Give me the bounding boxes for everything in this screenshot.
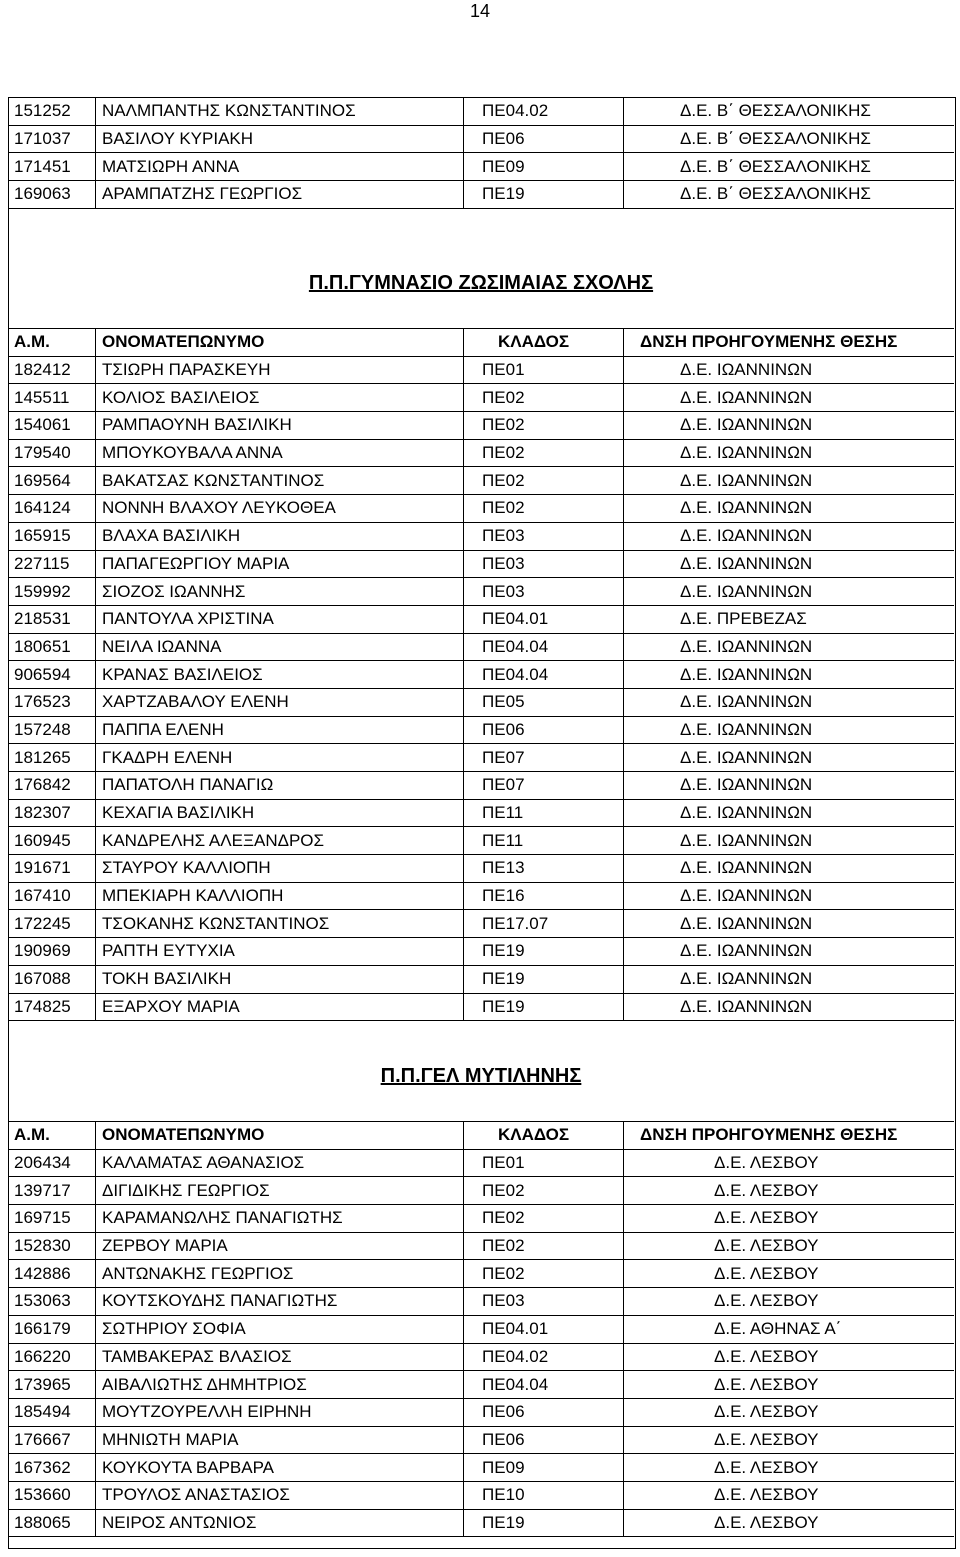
cell-klados: ΠΕ07 xyxy=(464,744,624,771)
table-row xyxy=(8,1510,954,1538)
cell-name: ΠΑΝΤΟΥΛΑ ΧΡΙΣΤΙΝΑ xyxy=(96,606,464,633)
cell-klados: ΠΕ06 xyxy=(464,1399,624,1426)
cell-name: ΒΛΑΧΑ ΒΑΣΙΛΙΚΗ xyxy=(96,523,464,550)
header-klados: ΚΛΑΔΟΣ xyxy=(464,1122,624,1149)
cell-name: ΣΙΟΖΟΣ ΙΩΑΝΝΗΣ xyxy=(96,578,464,605)
cell-name: ΚΑΛΑΜΑΤΑΣ ΑΘΑΝΑΣΙΟΣ xyxy=(96,1150,464,1177)
cell-am: 164124 xyxy=(8,495,96,522)
cell-dnsh: Δ.Ε. ΙΩΑΝΝΙΝΩΝ xyxy=(680,360,813,380)
cell-dnsh: Δ.Ε. ΛΕΣΒΟΥ xyxy=(714,1402,819,1422)
cell-dnsh: Δ.Ε. ΛΕΣΒΟΥ xyxy=(714,1263,819,1283)
header-klados: ΚΛΑΔΟΣ xyxy=(464,329,624,356)
cell-dnsh: Δ.Ε. ΙΩΑΝΝΙΝΩΝ xyxy=(680,664,813,684)
cell-am: 180651 xyxy=(8,634,96,661)
table-row xyxy=(8,1205,954,1233)
cell-name: ΡΑΠΤΗ ΕΥΤΥΧΙΑ xyxy=(96,938,464,965)
cell-dnsh: Δ.Ε. ΛΕΣΒΟΥ xyxy=(714,1512,819,1532)
table-row xyxy=(8,153,954,181)
table-row xyxy=(8,1177,954,1205)
cell-dnsh: Δ.Ε. ΙΩΑΝΝΙΝΩΝ xyxy=(680,581,813,601)
cell-name: ΠΑΠΑΓΕΩΡΓΙΟΥ ΜΑΡΙΑ xyxy=(96,551,464,578)
table-row xyxy=(8,661,954,689)
table-row xyxy=(8,1344,954,1372)
cell-klados: ΠΕ02 xyxy=(464,384,624,411)
cell-dnsh: Δ.Ε. ΙΩΑΝΝΙΝΩΝ xyxy=(680,443,813,463)
cell-klados: ΠΕ02 xyxy=(464,1233,624,1260)
table-row xyxy=(8,523,954,551)
cell-name: ΚΡΑΝΑΣ ΒΑΣΙΛΕΙΟΣ xyxy=(96,661,464,688)
table-row xyxy=(8,634,954,662)
table-header-row xyxy=(8,329,954,357)
table-row xyxy=(8,1260,954,1288)
table-row xyxy=(8,994,954,1022)
cell-dnsh: Δ.Ε. ΙΩΑΝΝΙΝΩΝ xyxy=(680,387,813,407)
cell-name: ΔΙΓΙΔΙΚΗΣ ΓΕΩΡΓΙΟΣ xyxy=(96,1177,464,1204)
cell-klados: ΠΕ01 xyxy=(464,1150,624,1177)
cell-name: ΤΣΟΚΑΝΗΣ ΚΩΝΣΤΑΝΤΙΝΟΣ xyxy=(96,910,464,937)
cell-am: 166179 xyxy=(8,1316,96,1343)
table-row xyxy=(8,717,954,745)
cell-dnsh: Δ.Ε. ΛΕΣΒΟΥ xyxy=(714,1485,819,1505)
section-2-title: Π.Π.ΓΥΜΝΑΣΙΟ ΖΩΣΙΜΑΙΑΣ ΣΧΟΛΗΣ xyxy=(308,272,654,294)
cell-klados: ΠΕ19 xyxy=(464,966,624,993)
cell-name: ΚΟΥΚΟΥΤΑ ΒΑΡΒΑΡΑ xyxy=(96,1454,464,1481)
cell-am: 179540 xyxy=(8,440,96,467)
table-row xyxy=(8,467,954,495)
cell-dnsh: Δ.Ε. ΑΘΗΝΑΣ Α΄ xyxy=(714,1319,842,1339)
cell-dnsh: Δ.Ε. ΙΩΑΝΝΙΝΩΝ xyxy=(680,692,813,712)
table-header-row xyxy=(8,1122,954,1150)
cell-name: ΠΑΠΠΑ ΕΛΕΝΗ xyxy=(96,717,464,744)
cell-klados: ΠΕ04.02 xyxy=(464,1344,624,1371)
table-row xyxy=(8,1399,954,1427)
cell-klados: ΠΕ02 xyxy=(464,1177,624,1204)
table-row xyxy=(8,606,954,634)
cell-klados: ΠΕ19 xyxy=(464,181,624,208)
cell-name: ΝΟΝΝΗ ΒΛΑΧΟΥ ΛΕΥΚΟΘΕΑ xyxy=(96,495,464,522)
cell-klados: ΠΕ03 xyxy=(464,1288,624,1315)
cell-am: 153063 xyxy=(8,1288,96,1315)
header-name: ΟΝΟΜΑΤΕΠΩΝΥΜΟ xyxy=(96,1122,464,1149)
cell-name: ΑΡΑΜΠΑΤΖΗΣ ΓΕΩΡΓΙΟΣ xyxy=(96,181,464,208)
header-am: Α.Μ. xyxy=(8,329,96,356)
table-row xyxy=(8,357,954,385)
cell-am: 906594 xyxy=(8,661,96,688)
cell-am: 153660 xyxy=(8,1482,96,1509)
cell-klados: ΠΕ02 xyxy=(464,495,624,522)
cell-am: 167362 xyxy=(8,1454,96,1481)
table-row xyxy=(8,966,954,994)
cell-klados: ΠΕ04.04 xyxy=(464,661,624,688)
cell-klados: ΠΕ02 xyxy=(464,1260,624,1287)
cell-name: ΒΑΚΑΤΣΑΣ ΚΩΝΣΤΑΝΤΙΝΟΣ xyxy=(96,467,464,494)
table-row xyxy=(8,800,954,828)
cell-am: 157248 xyxy=(8,717,96,744)
table-row xyxy=(8,1316,954,1344)
cell-am: 159992 xyxy=(8,578,96,605)
cell-klados: ΠΕ06 xyxy=(464,717,624,744)
cell-dnsh: Δ.Ε. ΙΩΑΝΝΙΝΩΝ xyxy=(680,803,813,823)
cell-klados: ΠΕ19 xyxy=(464,994,624,1021)
cell-am: 167410 xyxy=(8,883,96,910)
table-row xyxy=(8,1150,954,1178)
cell-am: 169063 xyxy=(8,181,96,208)
cell-klados: ΠΕ19 xyxy=(464,1510,624,1537)
cell-klados: ΠΕ07 xyxy=(464,772,624,799)
cell-name: ΚΑΝΔΡΕΛΗΣ ΑΛΕΞΑΝΔΡΟΣ xyxy=(96,827,464,854)
cell-name: ΖΕΡΒΟΥ ΜΑΡΙΑ xyxy=(96,1233,464,1260)
cell-name: ΤΡΟΥΛΟΣ ΑΝΑΣΤΑΣΙΟΣ xyxy=(96,1482,464,1509)
cell-dnsh: Δ.Ε. Β΄ ΘΕΣΣΑΛΟΝΙΚΗΣ xyxy=(680,156,871,176)
cell-am: 171037 xyxy=(8,126,96,153)
cell-dnsh: Δ.Ε. Β΄ ΘΕΣΣΑΛΟΝΙΚΗΣ xyxy=(680,184,871,204)
cell-dnsh: Δ.Ε. ΠΡΕΒΕΖΑΣ xyxy=(680,609,807,629)
cell-dnsh: Δ.Ε. ΙΩΑΝΝΙΝΩΝ xyxy=(680,775,813,795)
cell-dnsh: Δ.Ε. ΙΩΑΝΝΙΝΩΝ xyxy=(680,636,813,656)
cell-klados: ΠΕ03 xyxy=(464,523,624,550)
cell-dnsh: Δ.Ε. ΙΩΑΝΝΙΝΩΝ xyxy=(680,470,813,490)
table-row xyxy=(8,744,954,772)
cell-klados: ΠΕ06 xyxy=(464,126,624,153)
table-row xyxy=(8,1454,954,1482)
cell-name: ΜΗΝΙΩΤΗ ΜΑΡΙΑ xyxy=(96,1427,464,1454)
cell-dnsh: Δ.Ε. Β΄ ΘΕΣΣΑΛΟΝΙΚΗΣ xyxy=(680,129,871,149)
cell-name: ΒΑΣΙΛΟΥ ΚΥΡΙΑΚΗ xyxy=(96,126,464,153)
cell-name: ΚΑΡΑΜΑΝΩΛΗΣ ΠΑΝΑΓΙΩΤΗΣ xyxy=(96,1205,464,1232)
cell-am: 182412 xyxy=(8,357,96,384)
cell-klados: ΠΕ04.01 xyxy=(464,606,624,633)
cell-am: 166220 xyxy=(8,1344,96,1371)
cell-am: 165915 xyxy=(8,523,96,550)
cell-klados: ΠΕ04.04 xyxy=(464,1371,624,1398)
cell-klados: ΠΕ02 xyxy=(464,467,624,494)
cell-klados: ΠΕ19 xyxy=(464,938,624,965)
cell-dnsh: Δ.Ε. ΙΩΑΝΝΙΝΩΝ xyxy=(680,498,813,518)
table-row xyxy=(8,910,954,938)
cell-klados: ΠΕ02 xyxy=(464,1205,624,1232)
cell-dnsh: Δ.Ε. ΙΩΑΝΝΙΝΩΝ xyxy=(680,526,813,546)
page-number: 14 xyxy=(469,1,491,21)
cell-name: ΑΝΤΩΝΑΚΗΣ ΓΕΩΡΓΙΟΣ xyxy=(96,1260,464,1287)
cell-klados: ΠΕ04.01 xyxy=(464,1316,624,1343)
cell-klados: ΠΕ02 xyxy=(464,412,624,439)
cell-am: 191671 xyxy=(8,855,96,882)
cell-name: ΝΕΙΛΑ ΙΩΑΝΝΑ xyxy=(96,634,464,661)
cell-dnsh: Δ.Ε. ΙΩΑΝΝΙΝΩΝ xyxy=(680,830,813,850)
table-row xyxy=(8,98,954,126)
cell-am: 218531 xyxy=(8,606,96,633)
cell-am: 169715 xyxy=(8,1205,96,1232)
cell-dnsh: Δ.Ε. ΛΕΣΒΟΥ xyxy=(714,1153,819,1173)
table-row xyxy=(8,551,954,579)
table-row xyxy=(8,689,954,717)
cell-klados: ΠΕ01 xyxy=(464,357,624,384)
cell-dnsh: Δ.Ε. ΛΕΣΒΟΥ xyxy=(714,1180,819,1200)
cell-klados: ΠΕ05 xyxy=(464,689,624,716)
section-1-table xyxy=(8,97,954,209)
header-dnsh: ΔΝΣΗ ΠΡΟΗΓΟΥΜΕΝΗΣ ΘΕΣΗΣ xyxy=(640,1125,898,1145)
cell-dnsh: Δ.Ε. ΙΩΑΝΝΙΝΩΝ xyxy=(680,415,813,435)
cell-name: ΣΤΑΥΡΟΥ ΚΑΛΛΙΟΠΗ xyxy=(96,855,464,882)
table-row xyxy=(8,384,954,412)
cell-am: 188065 xyxy=(8,1510,96,1537)
cell-klados: ΠΕ13 xyxy=(464,855,624,882)
cell-am: 174825 xyxy=(8,994,96,1021)
cell-name: ΡΑΜΠΑΟΥΝΗ ΒΑΣΙΛΙΚΗ xyxy=(96,412,464,439)
cell-name: ΤΑΜΒΑΚΕΡΑΣ ΒΛΑΣΙΟΣ xyxy=(96,1344,464,1371)
header-name: ΟΝΟΜΑΤΕΠΩΝΥΜΟ xyxy=(96,329,464,356)
cell-dnsh: Δ.Ε. ΙΩΑΝΝΙΝΩΝ xyxy=(680,858,813,878)
table-row xyxy=(8,772,954,800)
table-row xyxy=(8,827,954,855)
cell-am: 227115 xyxy=(8,551,96,578)
cell-dnsh: Δ.Ε. ΛΕΣΒΟΥ xyxy=(714,1374,819,1394)
cell-name: ΝΕΙΡΟΣ ΑΝΤΩΝΙΟΣ xyxy=(96,1510,464,1537)
cell-am: 172245 xyxy=(8,910,96,937)
cell-am: 154061 xyxy=(8,412,96,439)
cell-name: ΕΞΑΡΧΟΥ ΜΑΡΙΑ xyxy=(96,994,464,1021)
cell-am: 142886 xyxy=(8,1260,96,1287)
header-dnsh: ΔΝΣΗ ΠΡΟΗΓΟΥΜΕΝΗΣ ΘΕΣΗΣ xyxy=(640,332,898,352)
cell-klados: ΠΕ09 xyxy=(464,153,624,180)
table-row xyxy=(8,1288,954,1316)
cell-name: ΧΑΡΤΖΑΒΑΛΟΥ ΕΛΕΝΗ xyxy=(96,689,464,716)
cell-am: 167088 xyxy=(8,966,96,993)
cell-am: 139717 xyxy=(8,1177,96,1204)
cell-dnsh: Δ.Ε. ΙΩΑΝΝΙΝΩΝ xyxy=(680,996,813,1016)
cell-am: 206434 xyxy=(8,1150,96,1177)
cell-am: 176842 xyxy=(8,772,96,799)
table-row xyxy=(8,1427,954,1455)
cell-am: 185494 xyxy=(8,1399,96,1426)
cell-name: ΝΑΛΜΠΑΝΤΗΣ ΚΩΝΣΤΑΝΤΙΝΟΣ xyxy=(96,98,464,125)
cell-name: ΜΠΟΥΚΟΥΒΑΛΑ ΑΝΝΑ xyxy=(96,440,464,467)
table-row xyxy=(8,938,954,966)
cell-am: 169564 xyxy=(8,467,96,494)
cell-dnsh: Δ.Ε. ΛΕΣΒΟΥ xyxy=(714,1346,819,1366)
cell-name: ΠΑΠΑΤΟΛΗ ΠΑΝΑΓΙΩ xyxy=(96,772,464,799)
cell-dnsh: Δ.Ε. Β΄ ΘΕΣΣΑΛΟΝΙΚΗΣ xyxy=(680,101,871,121)
cell-am: 173965 xyxy=(8,1371,96,1398)
cell-name: ΓΚΑΔΡΗ ΕΛΕΝΗ xyxy=(96,744,464,771)
section-3-title: Π.Π.ΓΕΛ ΜΥΤΙΛΗΝΗΣ xyxy=(380,1065,582,1087)
cell-name: ΚΕΧΑΓΙΑ ΒΑΣΙΛΙΚΗ xyxy=(96,800,464,827)
table-row xyxy=(8,440,954,468)
cell-name: ΜΑΤΣΙΩΡΗ ΑΝΝΑ xyxy=(96,153,464,180)
cell-dnsh: Δ.Ε. ΛΕΣΒΟΥ xyxy=(714,1291,819,1311)
section-2-table xyxy=(8,328,954,1021)
cell-klados: ΠΕ04.02 xyxy=(464,98,624,125)
section-3-table xyxy=(8,1121,954,1537)
cell-dnsh: Δ.Ε. ΙΩΑΝΝΙΝΩΝ xyxy=(680,719,813,739)
cell-am: 171451 xyxy=(8,153,96,180)
table-row xyxy=(8,578,954,606)
cell-name: ΜΟΥΤΖΟΥΡΕΛΛΗ ΕΙΡΗΝΗ xyxy=(96,1399,464,1426)
cell-klados: ΠΕ11 xyxy=(464,827,624,854)
cell-am: 151252 xyxy=(8,98,96,125)
cell-am: 181265 xyxy=(8,744,96,771)
cell-am: 182307 xyxy=(8,800,96,827)
cell-klados: ΠΕ04.04 xyxy=(464,634,624,661)
cell-klados: ΠΕ03 xyxy=(464,551,624,578)
cell-dnsh: Δ.Ε. ΙΩΑΝΝΙΝΩΝ xyxy=(680,969,813,989)
cell-name: ΚΟΥΤΣΚΟΥΔΗΣ ΠΑΝΑΓΙΩΤΗΣ xyxy=(96,1288,464,1315)
cell-name: ΑΙΒΑΛΙΩΤΗΣ ΔΗΜΗΤΡΙΟΣ xyxy=(96,1371,464,1398)
cell-name: ΤΣΙΩΡΗ ΠΑΡΑΣΚΕΥΗ xyxy=(96,357,464,384)
cell-am: 190969 xyxy=(8,938,96,965)
cell-dnsh: Δ.Ε. ΙΩΑΝΝΙΝΩΝ xyxy=(680,941,813,961)
cell-klados: ΠΕ10 xyxy=(464,1482,624,1509)
cell-name: ΜΠΕΚΙΑΡΗ ΚΑΛΛΙΟΠΗ xyxy=(96,883,464,910)
table-row xyxy=(8,412,954,440)
cell-dnsh: Δ.Ε. ΛΕΣΒΟΥ xyxy=(714,1429,819,1449)
cell-dnsh: Δ.Ε. ΙΩΑΝΝΙΝΩΝ xyxy=(680,747,813,767)
cell-klados: ΠΕ09 xyxy=(464,1454,624,1481)
cell-dnsh: Δ.Ε. ΙΩΑΝΝΙΝΩΝ xyxy=(680,553,813,573)
cell-am: 152830 xyxy=(8,1233,96,1260)
table-row xyxy=(8,1482,954,1510)
cell-klados: ΠΕ06 xyxy=(464,1427,624,1454)
cell-am: 145511 xyxy=(8,384,96,411)
table-row xyxy=(8,495,954,523)
cell-am: 160945 xyxy=(8,827,96,854)
cell-dnsh: Δ.Ε. ΛΕΣΒΟΥ xyxy=(714,1236,819,1256)
cell-klados: ΠΕ02 xyxy=(464,440,624,467)
header-am: Α.Μ. xyxy=(8,1122,96,1149)
table-row xyxy=(8,883,954,911)
cell-am: 176667 xyxy=(8,1427,96,1454)
cell-dnsh: Δ.Ε. ΙΩΑΝΝΙΝΩΝ xyxy=(680,913,813,933)
cell-klados: ΠΕ03 xyxy=(464,578,624,605)
cell-am: 176523 xyxy=(8,689,96,716)
table-row xyxy=(8,855,954,883)
cell-klados: ΠΕ17.07 xyxy=(464,910,624,937)
cell-klados: ΠΕ16 xyxy=(464,883,624,910)
cell-name: ΣΩΤΗΡΙΟΥ ΣΟΦΙΑ xyxy=(96,1316,464,1343)
cell-dnsh: Δ.Ε. ΛΕΣΒΟΥ xyxy=(714,1208,819,1228)
cell-name: ΤΟΚΗ ΒΑΣΙΛΙΚΗ xyxy=(96,966,464,993)
table-row xyxy=(8,181,954,209)
cell-dnsh: Δ.Ε. ΛΕΣΒΟΥ xyxy=(714,1457,819,1477)
table-row xyxy=(8,1371,954,1399)
cell-klados: ΠΕ11 xyxy=(464,800,624,827)
cell-dnsh: Δ.Ε. ΙΩΑΝΝΙΝΩΝ xyxy=(680,886,813,906)
cell-name: ΚΟΛΙΟΣ ΒΑΣΙΛΕΙΟΣ xyxy=(96,384,464,411)
table-row xyxy=(8,126,954,154)
table-row xyxy=(8,1233,954,1261)
